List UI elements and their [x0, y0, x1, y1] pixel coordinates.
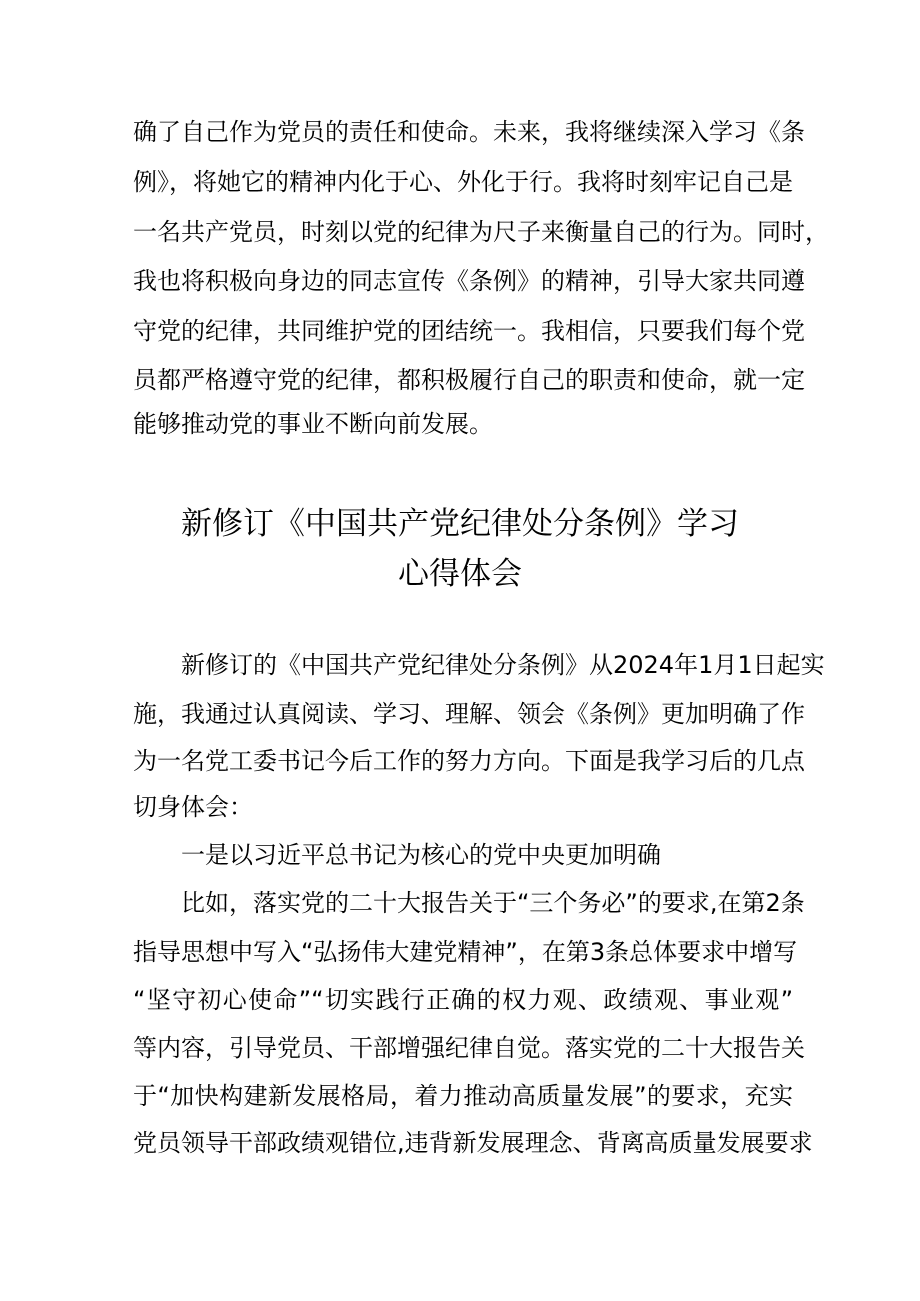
- intro-line-2: 施，我通过认真阅读、学习、理解、领会《条例》更加明确了作: [133, 700, 805, 728]
- continuation-line-5: 守党的纪律，共同维护党的团结统一。我相信，只要我们每个党: [133, 317, 805, 345]
- continuation-line-7: 能够推动党的事业不断向前发展。: [133, 410, 493, 438]
- body-line-1: 比如，落实党的二十大报告关于“三个务必”的要求,在第2条: [181, 889, 805, 917]
- continuation-line-3: 一名共产党员，时刻以党的纪律为尺子来衡量自己的行为。同时，: [133, 218, 829, 246]
- continuation-line-2: 例》，将她它的精神内化于心、外化于行。我将时刻牢记自己是: [133, 168, 793, 196]
- body-line-4: 等内容，引导党员、干部增强纪律自觉。落实党的二十大报告关: [133, 1034, 805, 1062]
- body-line-2: 指导思想中写入“弘扬伟大建党精神”，在第3条总体要求中增写: [133, 938, 798, 966]
- section-heading: 一是以习近平总书记为核心的党中央更加明确: [181, 841, 661, 869]
- intro-line-4: 切身体会：: [133, 793, 253, 821]
- intro-line-3: 为一名党工委书记今后工作的努力方向。下面是我学习后的几点: [133, 747, 805, 775]
- body-line-3: “坚守初心使命”“切实践行正确的权力观、政绩观、事业观”: [133, 986, 793, 1014]
- body-line-6: 党员领导干部政绩观错位,违背新发展理念、背离高质量发展要求: [133, 1129, 813, 1157]
- body-line-5: 于“加快构建新发展格局，着力推动高质量发展”的要求，充实: [133, 1082, 793, 1110]
- article-title-line-1: 新修订《中国共产党纪律处分条例》学习: [181, 506, 739, 542]
- continuation-line-6: 员都严格遵守党的纪律，都积极履行自己的职责和使命，就一定: [133, 366, 805, 394]
- article-title-line-2: 心得体会: [398, 556, 522, 592]
- intro-line-1: 新修订的《中国共产党纪律处分条例》从2024年1月1日起实: [181, 651, 825, 679]
- continuation-line-1: 确了自己作为党员的责任和使命。未来，我将继续深入学习《条: [133, 118, 805, 146]
- continuation-line-4: 我也将积极向身边的同志宣传《条例》的精神，引导大家共同遵: [133, 267, 805, 295]
